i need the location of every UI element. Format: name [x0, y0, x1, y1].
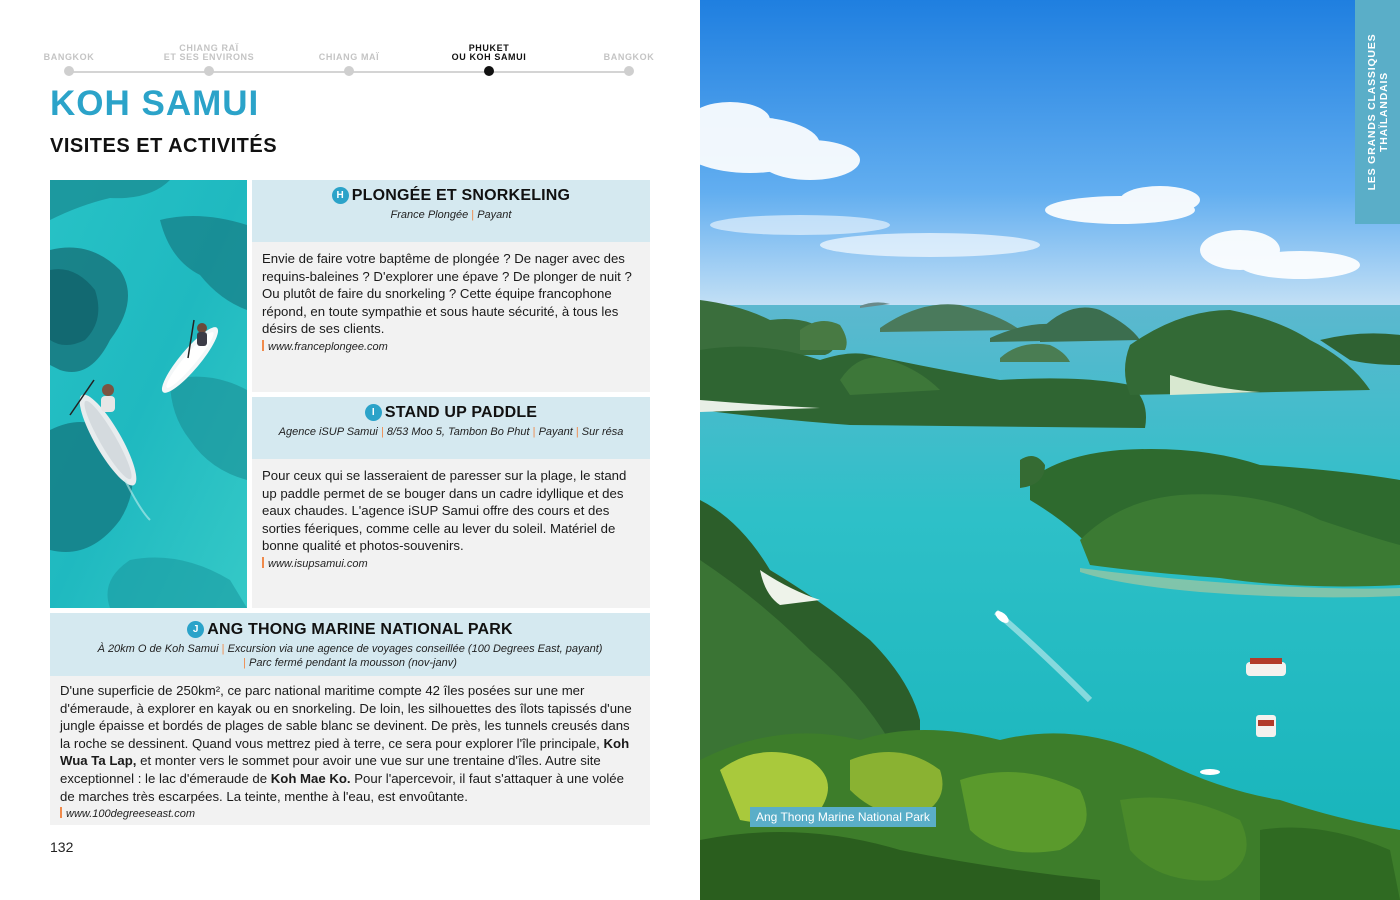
meta-separator: | — [243, 657, 246, 669]
map-marker-badge: H — [332, 187, 349, 204]
activity-card-paddle — [252, 397, 650, 608]
activity-card-body — [252, 242, 650, 392]
timeline-dot — [624, 66, 634, 76]
timeline-step-label — [574, 53, 684, 62]
timeline-step-line2: CHIANG MAÏ — [318, 52, 380, 62]
map-marker-badge: J — [187, 621, 204, 638]
activity-card-header — [50, 613, 650, 676]
place-name-koh-wua-ta-lap: Koh Wua Ta Lap, — [60, 735, 630, 769]
activity-title-text: PLONGÉE ET SNORKELING — [351, 187, 571, 204]
section-side-tab — [1355, 0, 1400, 224]
side-tab-line1: LES GRANDS CLASSIQUES — [1365, 33, 1378, 191]
timeline-step-line2: OU KOH SAMUI — [451, 52, 527, 62]
activity-meta — [252, 425, 650, 439]
activity-card-body — [50, 676, 650, 825]
timeline-step-chiang-mai — [294, 36, 404, 76]
timeline-dot — [64, 66, 74, 76]
url-bar-icon — [60, 807, 62, 818]
activity-address: 8/53 Moo 5, Tambon Bo Phut — [386, 426, 530, 438]
timeline-step-line1: PHUKET — [468, 43, 510, 53]
ang-thong-landscape-photo — [700, 0, 1400, 900]
timeline-dot — [204, 66, 214, 76]
section-subtitle: VISITES ET ACTIVITÉS — [50, 135, 278, 157]
timeline-dot-current — [484, 66, 494, 76]
activity-location: À 20km O de Koh Samui — [97, 643, 219, 655]
photo-caption: Ang Thong Marine National Park — [750, 807, 936, 827]
description-part: D'une superficie de 250km², ce parc national maritime compte 42 îles posées sur une mer d'émeraude, à explorer en kayak ou en snorkeling. De loin, les silhouettes des îlots tapissés d'une jungle épaisse et bordés de plages de sable blanc se devinent. De près, les tunnels creusés dans la roche se dessinent. Quand vous mettrez pied à terre, ce sera pour explorer l'île principale, — [60, 683, 632, 751]
description-part: et monter vers le sommet pour avoir une vue sur une trentaine d'îles. Autre site exceptionnel : le lac d'émeraude de — [60, 753, 601, 786]
description-part: Pour l'apercevoir, il faut s'attaquer à une volée de marches très escarpées. La teinte, menthe à l'eau, est envoûtante. — [60, 770, 624, 804]
activity-meta — [50, 642, 650, 670]
map-marker-badge: I — [365, 404, 382, 421]
place-name-koh-mae-ko: Koh Mae Ko. — [270, 770, 351, 786]
activity-website — [262, 340, 642, 353]
activity-card-header — [252, 397, 650, 459]
url-bar-icon — [262, 340, 264, 351]
activity-card-body — [252, 459, 650, 608]
url-bar-icon — [262, 557, 264, 568]
timeline-step-line2: BANGKOK — [603, 52, 655, 62]
activity-provider: Agence iSUP Samui — [278, 426, 378, 438]
activity-card-ang-thong — [50, 613, 650, 825]
meta-separator: | — [380, 426, 384, 438]
activity-title — [252, 187, 650, 205]
timeline-step-label — [434, 44, 544, 62]
timeline-step-bangkok-end — [574, 36, 684, 76]
timeline-step-label — [154, 44, 264, 62]
timeline-dot — [344, 66, 354, 76]
activity-website — [60, 807, 642, 820]
activity-website — [262, 557, 642, 570]
itinerary-timeline — [45, 36, 665, 86]
activity-title-text: ANG THONG MARINE NATIONAL PARK — [207, 621, 513, 638]
right-page — [700, 0, 1400, 900]
activity-provider: France Plongée — [390, 209, 469, 221]
timeline-step-line2: BANGKOK — [43, 52, 95, 62]
activity-card-header — [252, 180, 650, 242]
section-side-tab-label — [1366, 12, 1390, 212]
meta-separator: | — [221, 643, 225, 655]
timeline-step-line1: CHIANG RAÏ — [179, 43, 239, 53]
activity-description: Envie de faire votre baptême de plongée ? De nager avec des requins-baleines ? D'explorer une épave ? De plonger de nuit ? Ou plutôt de faire du snorkeling ? Cette équipe francophone répond, en toute sympathie et sous haute sécurité, à tous les désirs de ses clients. — [262, 251, 632, 337]
activity-url: www.franceplongee.com — [268, 340, 388, 353]
meta-separator: | — [471, 209, 475, 221]
activity-url: www.isupsamui.com — [268, 557, 368, 570]
activity-price: Payant — [477, 209, 512, 221]
timeline-step-label — [294, 53, 404, 62]
activity-closure: Parc fermé pendant la mousson (nov-janv) — [249, 657, 457, 669]
paddle-boarders-photo — [50, 180, 247, 608]
timeline-step-bangkok-start — [14, 36, 124, 76]
timeline-step-line2: ET SES ENVIRONS — [163, 52, 255, 62]
activity-title — [50, 621, 650, 639]
activity-description: Pour ceux qui se lasseraient de paresser sur la plage, le stand up paddle permet de se bouger dans un cadre idyllique et des eaux chaudes. L'agence iSUP Samui offre des cours et des sorties féeriques, comme celle au lever du soleil. Matériel de bonne qualité et photos-souvenirs. — [262, 468, 627, 554]
timeline-step-phuket-koh-samui — [434, 36, 544, 76]
page-number: 132 — [50, 839, 74, 855]
meta-separator: | — [575, 426, 579, 438]
page-title: KOH SAMUI — [50, 84, 260, 123]
activity-title — [252, 404, 650, 422]
activity-url: www.100degreeseast.com — [66, 808, 196, 821]
meta-separator: | — [532, 426, 536, 438]
side-tab-line2: THAÏLANDAIS — [1377, 72, 1390, 152]
activity-card-plongee — [252, 180, 650, 392]
activity-price: Payant — [538, 426, 573, 438]
activity-description — [60, 682, 642, 805]
activity-excursion: Excursion via une agence de voyages conseillée (100 Degrees East, payant) — [227, 643, 603, 655]
activity-booking: Sur résa — [581, 426, 624, 438]
timeline-step-label — [14, 53, 124, 62]
timeline-step-chiang-rai — [154, 36, 264, 76]
activity-meta — [252, 208, 650, 222]
activity-title-text: STAND UP PADDLE — [384, 404, 538, 421]
